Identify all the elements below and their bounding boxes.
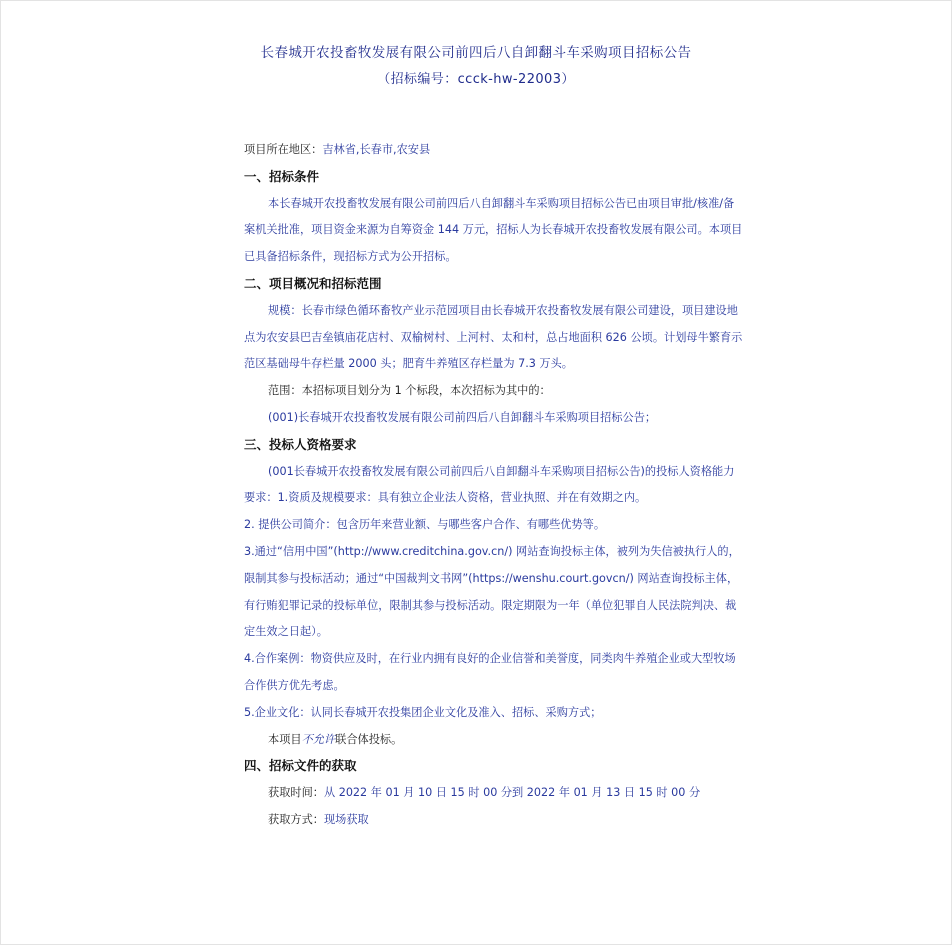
- region-label: 项目所在地区：: [244, 143, 323, 156]
- section-2-lot: (001)长春城开农投畜牧发展有限公司前四后八自卸翻斗车采购项目招标公告；: [268, 410, 657, 424]
- section-3-item-3: 3.通过“信用中国”(http://www.creditchina.gov.cn/) 网站查询投标主体，被列为失信被执行人的，限制其参与投标活动；通过“中国裁判文书网”(https://wenshu.court.govcn/) 网站查询投标主体，有行贿犯罪记录的投标单位，限制其参与投标活动。限定期限为一年（单位犯罪自人民法院判决、裁定生效之日起）。: [244, 544, 740, 639]
- section-3-item-5: 5.企业文化：认同长春城开农投集团企业文化及准入、招标、采购方式；: [244, 705, 602, 719]
- section-3-requirements: (001长春城开农投畜牧发展有限公司前四后八自卸翻斗车采购项目招标公告)的投标人资格能力要求：1.资质及规模要求：具有独立企业法人资格，营业执照、并在有效期之内。: [244, 464, 735, 505]
- section-1-heading: 一、招标条件: [244, 168, 320, 184]
- section-2-scale: 规模：长春市绿色循环畜牧产业示范园项目由长春城开农投畜牧发展有限公司建设，项目建设地点为农安县巴吉垒镇庙花店村、双榆树村、上河村、太和村，总占地面积 626 公顷。计划母牛繁育示范区基础母牛存栏量 2000 头；肥育牛养殖区存栏量为 7.3 万头。: [244, 303, 743, 371]
- joint-prefix: 本项目: [268, 732, 302, 746]
- joint-not-allowed: 不允许: [301, 732, 336, 746]
- joint-bid-note: [244, 727, 744, 754]
- acquire-method-value: 现场获取: [323, 812, 369, 826]
- acquire-time-label: 获取时间：: [268, 786, 324, 800]
- project-region: [244, 137, 744, 164]
- section-2-scope: 范围：本招标项目划分为 1 个标段，本次招标为其中的：: [268, 384, 551, 398]
- region-value: 吉林省,长春市,农安县: [322, 143, 431, 156]
- acquire-method: [244, 807, 744, 834]
- acquire-method-label: 获取方式：: [268, 812, 324, 826]
- tender-number: （招标编号：ccck-hw-22003）: [377, 72, 575, 87]
- joint-suffix: 联合体投标。: [335, 732, 403, 746]
- section-3-item-2: 2. 提供公司简介：包含历年来营业额、与哪些客户合作、有哪些优势等。: [244, 518, 606, 532]
- section-4-heading: 四、招标文件的获取: [244, 758, 357, 774]
- section-2-heading: 二、项目概况和招标范围: [244, 275, 382, 291]
- document-title: 长春城开农投畜牧发展有限公司前四后八自卸翻斗车采购项目招标公告: [260, 45, 692, 61]
- section-1-paragraph: 本长春城开农投畜牧发展有限公司前四后八自卸翻斗车采购项目招标公告已由项目审批/核准/备案机关批准，项目资金来源为自筹资金 144 万元，招标人为长春城开农投畜牧发展有限公司。本项目已具备招标条件，现招标方式为公开招标。: [244, 196, 743, 264]
- section-3-item-4: 4.合作案例：物资供应及时，在行业内拥有良好的企业信誉和美誉度，同类肉牛养殖企业或大型牧场合作供方优先考虑。: [244, 652, 736, 692]
- section-3-heading: 三、投标人资格要求: [244, 436, 357, 452]
- acquire-time-value: 从 2022 年 01 月 10 日 15 时 00 分到 2022 年 01 月 13 日 15 时 00 分: [323, 786, 701, 800]
- document-body: [244, 137, 744, 834]
- acquire-time: [244, 780, 744, 807]
